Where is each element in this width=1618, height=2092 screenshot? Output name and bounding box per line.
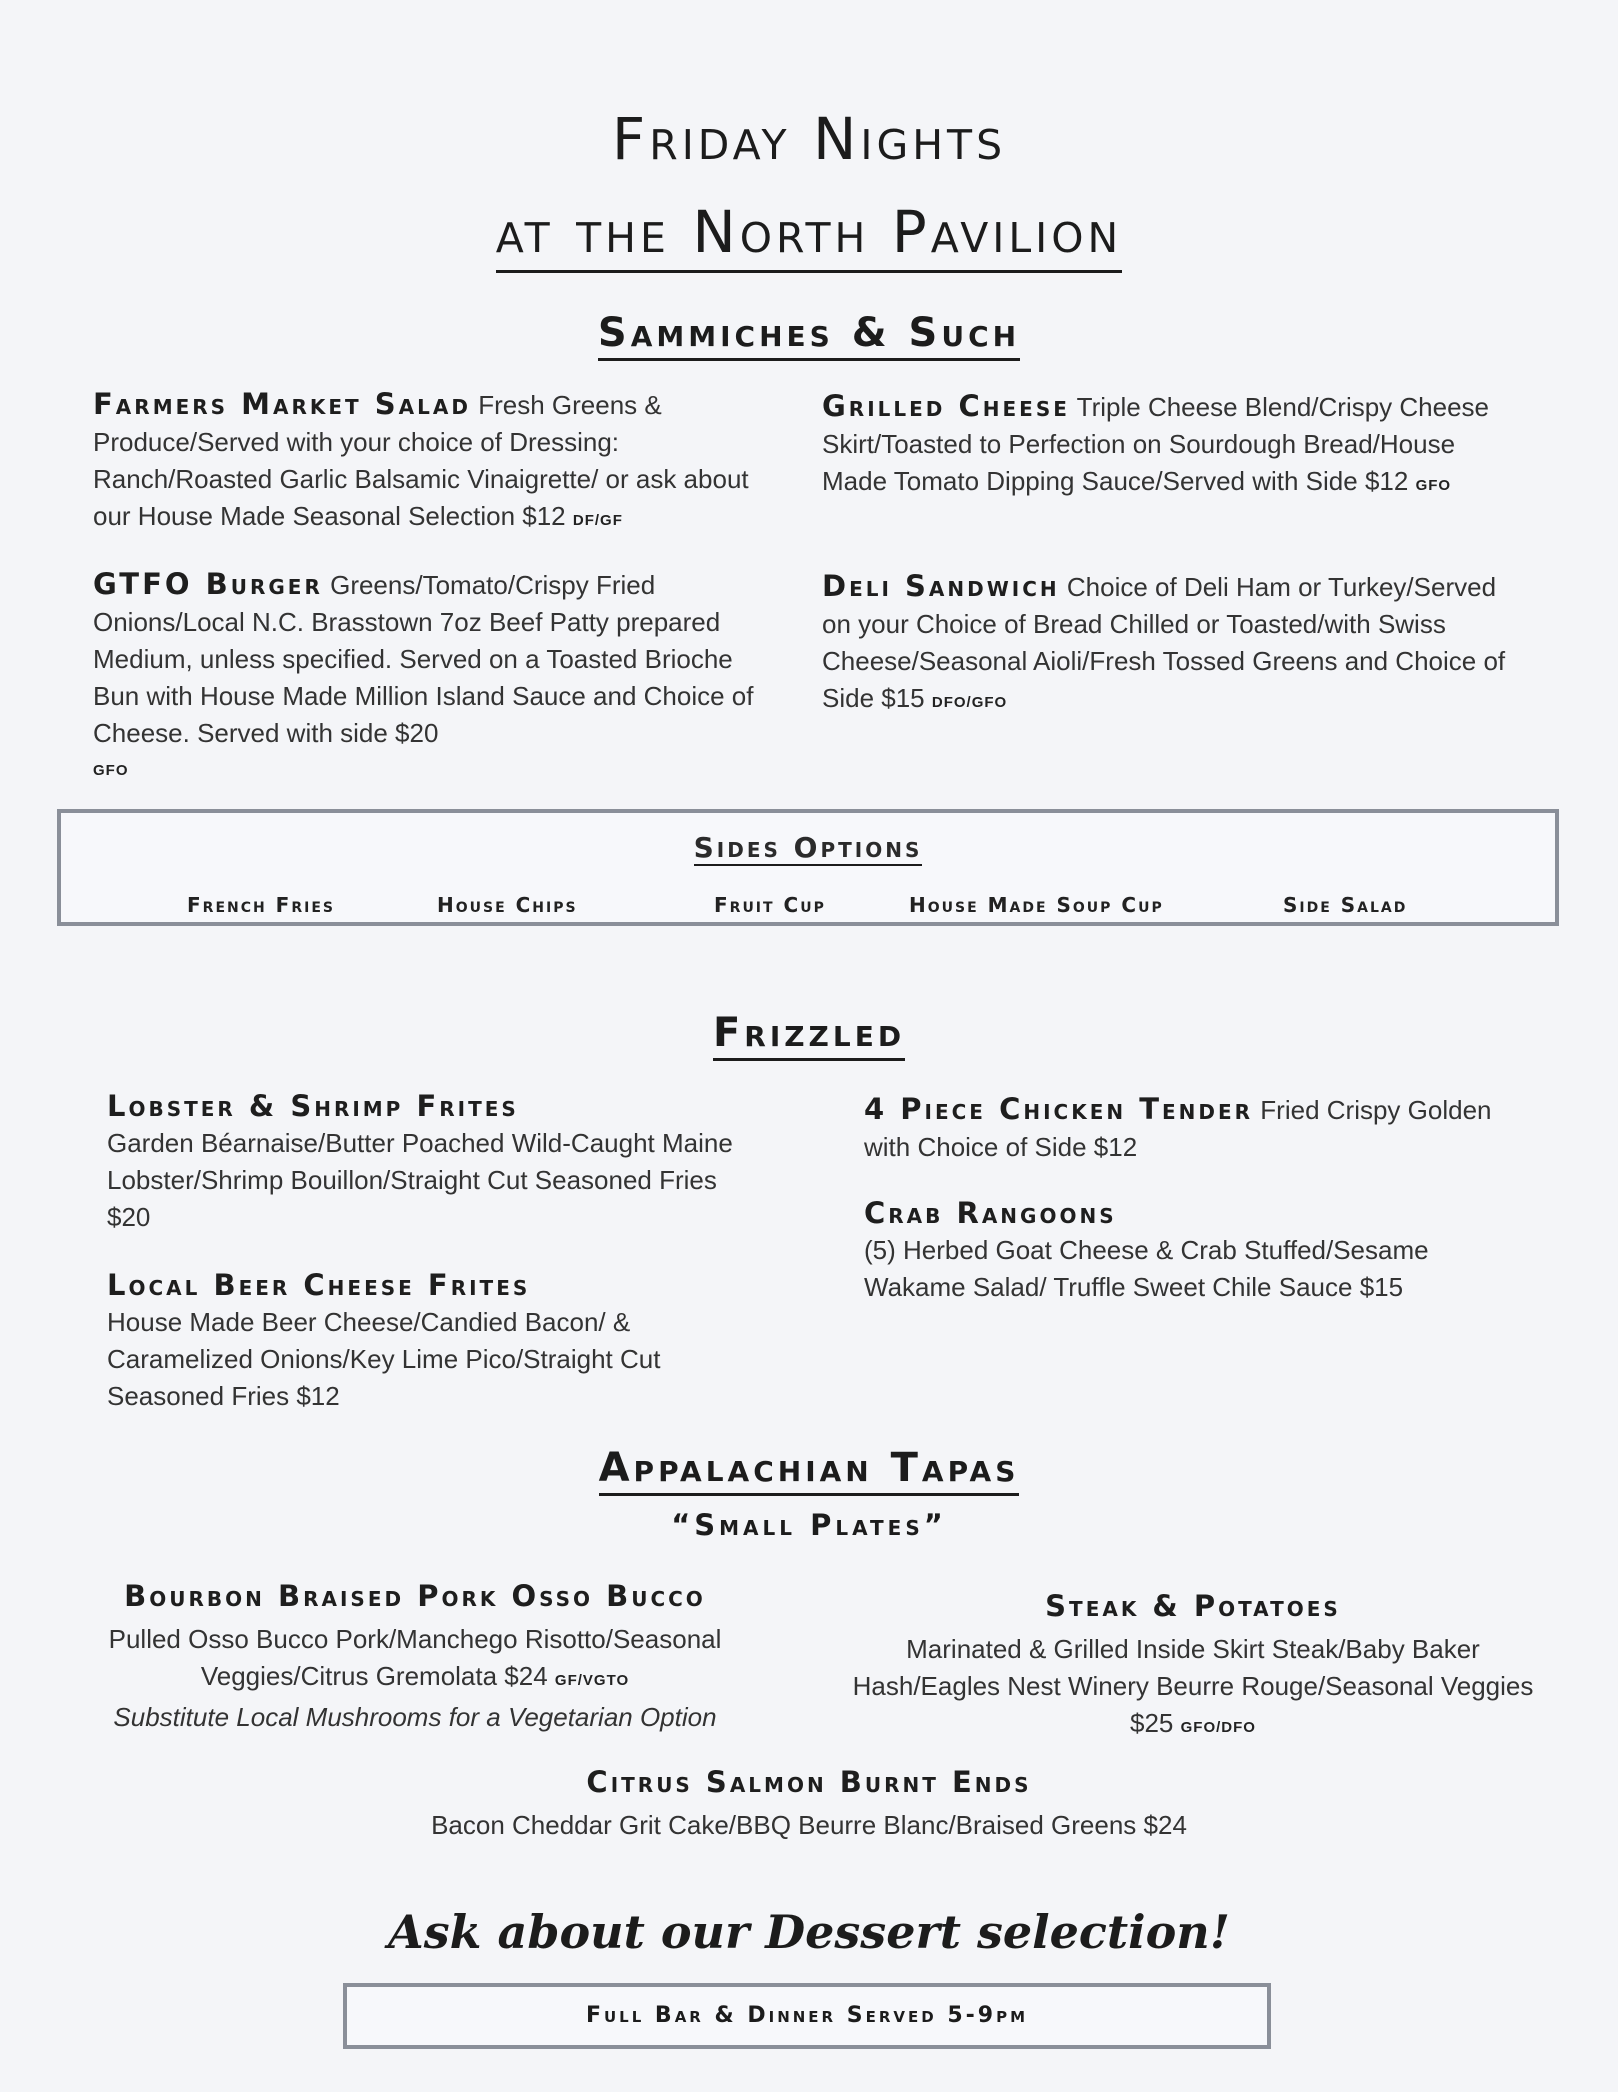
sides-options-box [57,809,1559,926]
menu-item-beer-cheese-frites [107,1267,747,1415]
item-description: Greens/Tomato/Crispy Fried Onions/Local N.C. Brasstown 7oz Beef Patty prepared Medium, unless specified. Served on a Toasted Brioche Bun with House Made Million Island Sauce and Choice of Cheese. Served with side $20 [93,570,754,748]
menu-item-farmers-market-salad [93,386,758,539]
side-option-fruit-cup: Fruit Cup [714,893,826,917]
dessert-note: Ask about our Dessert selection! [388,1905,1230,1959]
dietary-tag: GFO/DFO [1180,1719,1256,1736]
item-description: Garden Béarnaise/Butter Poached Wild-Caught Maine Lobster/Shrimp Bouillon/Straight Cut Seasoned Fries $20 [107,1128,733,1232]
item-name: Local Beer Cheese Frites [107,1268,531,1302]
item-description-line3: $25 [1130,1708,1174,1738]
section-heading-frizzled [0,1010,1618,1056]
item-name: Steak & Potatoes [1045,1589,1341,1623]
item-name: Grilled Cheese [822,389,1070,423]
item-description-line1: Pulled Osso Bucco Pork/Manchego Risotto/Seasonal [108,1624,722,1654]
menu-item-gtfo-burger [93,566,758,789]
menu-item-lobster-shrimp-frites [107,1088,747,1236]
item-note: Substitute Local Mushrooms for a Vegetarian Option [113,1702,717,1732]
side-option-soup-cup: House Made Soup Cup [909,893,1164,917]
dietary-tag: GF/VGTO [554,1672,630,1689]
bar-hours-text: Full Bar & Dinner Served 5-9pm [585,2003,1029,2028]
item-description: Triple Cheese Blend/Crispy Cheese Skirt/Toasted to Perfection on Sourdough Bread/House Made Tomato Dipping Sauce/Served with Side $12 [822,392,1490,496]
item-name: 4 Piece Chicken Tender [864,1092,1254,1126]
menu-item-crab-rangoons [864,1195,1504,1306]
item-name: Lobster & Shrimp Frites [107,1089,519,1123]
item-description: Fresh Greens & Produce/Served with your choice of Dressing: Ranch/Roasted Garlic Balsamic Vinaigrette/ or ask about our House Made Seasonal Selection $12 [93,390,749,531]
dietary-tag: GFO [1415,477,1452,494]
dietary-tag: DF/GF [572,512,623,529]
item-description-line1: Marinated & Grilled Inside Skirt Steak/Baby Baker [906,1634,1480,1664]
menu-title-line2-text: at the North Pavilion [496,198,1122,273]
section-heading-frizzled-text: Frizzled [713,1010,905,1061]
item-name: Deli Sandwich [822,569,1060,603]
menu-item-grilled-cheese [822,388,1522,504]
item-description: Fried Crispy Golden with Choice of Side $12 [864,1095,1492,1162]
item-description-line2: Hash/Eagles Nest Winery Beurre Rouge/Seasonal Veggies [852,1671,1534,1701]
item-description: (5) Herbed Goat Cheese & Crab Stuffed/Sesame Wakame Salad/ Truffle Sweet Chile Sauce $15 [864,1235,1429,1302]
menu-title-line2 [0,198,1618,266]
menu-title-line1: Friday Nights [611,105,1007,173]
side-option-french-fries: French Fries [187,893,335,917]
sides-heading [61,831,1555,864]
menu-item-deli-sandwich [822,568,1522,721]
item-name: GTFO Burger [93,567,323,601]
section-heading-sammiches [0,310,1618,356]
side-option-side-salad: Side Salad [1283,893,1408,917]
tapas-subheading: “Small Plates” [671,1508,947,1542]
item-description: Choice of Deli Ham or Turkey/Served on your Choice of Bread Chilled or Toasted/with Swiss Cheese/Seasonal Aioli/Fresh Tossed Greens and Choice of Side $15 [822,572,1506,713]
item-name: Bourbon Braised Pork Osso Bucco [124,1579,706,1613]
item-description-line2: Veggies/Citrus Gremolata $24 [200,1661,548,1691]
menu-item-osso-bucco [40,1578,790,1736]
item-name: Crab Rangoons [864,1196,1117,1230]
menu-item-steak-potatoes [808,1588,1578,1746]
section-heading-tapas [0,1445,1618,1491]
dietary-tag: DFO/GFO [931,694,1008,711]
sides-heading-text: Sides Options [693,831,923,864]
menu-item-citrus-salmon [309,1764,1309,1844]
item-description: House Made Beer Cheese/Candied Bacon/ & Caramelized Onions/Key Lime Pico/Straight Cut Seasoned Fries $12 [107,1307,661,1411]
side-option-house-chips: House Chips [437,893,578,917]
section-heading-tapas-text: Appalachian Tapas [599,1445,1020,1496]
bar-hours-box [343,1983,1271,2049]
item-description-line1: Bacon Cheddar Grit Cake/BBQ Beurre Blanc/Braised Greens $24 [431,1810,1187,1840]
dietary-tag: GFO [93,762,129,779]
section-heading-sammiches-text: Sammiches & Such [598,310,1020,361]
item-name: Farmers Market Salad [93,387,471,421]
item-name: Citrus Salmon Burnt Ends [586,1765,1032,1799]
menu-item-chicken-tender [864,1091,1504,1166]
